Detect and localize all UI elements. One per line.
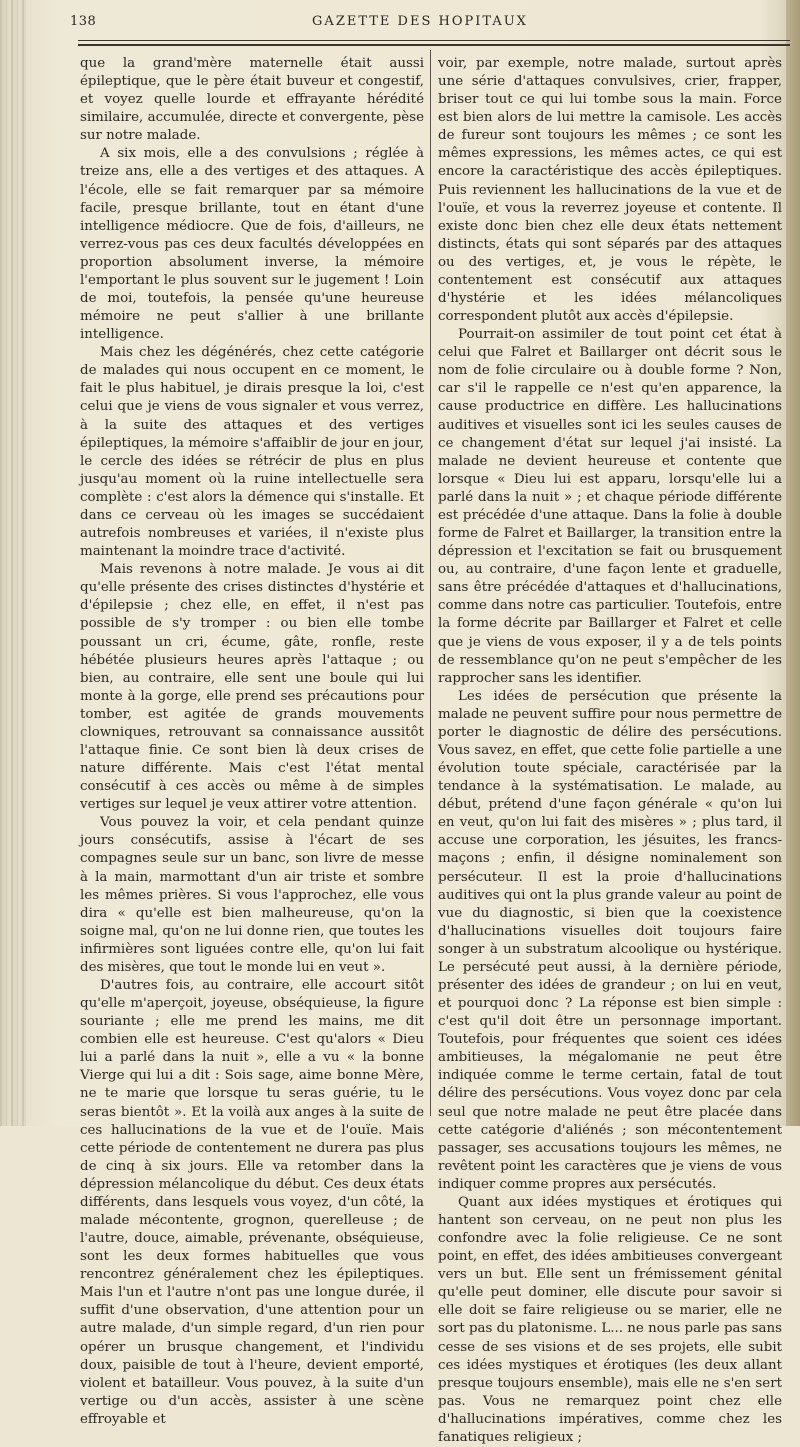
paragraph: Les idées de persécution que présente la malade ne peuvent suffire pour nous permettre de porter le diagnostic de délire des persécutions. Vous savez, en effet, que cette folie partielle a une évolution toute spéciale, caractérisée par la tendance à la systématisation. Le malade, au début, prétend d'une façon générale « qu'on lui en veut, qu'on lui fait des misères » ; plus tard, il accuse une corporation, les jésuites, les francs-maçons ; enfin, il désigne nominalement son persécuteur. Il est la proie d'hallucinations auditives qui ont la plus grande valeur au point de vue du diagnostic, si bien que la coexistence d'hallucinations visuelles doit toujours faire songer à un substratum alcoolique ou hystérique. Le persécuté peut aussi, à la dernière période, présenter des idées de grandeur ; on lui en veut, et pourquoi donc ? La réponse est bien simple : c'est qu'il doit être un personnage important. Toutefois, pour fréquentes que soient ces idées ambitieuses, la mégalomanie ne peut être indiquée comme le terme certain, fatal de tout délire des persécutions. Vous voyez donc par cela seul que notre malade ne peut être placée dans cette catégorie d'aliénés ; son mécontentement passager, ses accusations toujours les mêmes, ne revêtent point les caractères que je viens de vous indiquer comme propres aux persécutés.	[438, 688, 782, 1192]
paragraph: Mais chez les dégénérés, chez cette catégorie de malades qui nous occupent en ce moment, le fait le plus habituel, je dirais presque la loi, c'est celui que je viens de vous signaler et vous verrez, à la suite des attaques et des vertiges épileptiques, la mémoire s'affaiblir de jour en jour, le cercle des idées se rétrécir de plus en plus jusqu'au moment où la ruine intellectuelle sera complète : c'est alors la démence qui s'installe. Et dans ce cerveau où les images se succédaient autrefois nombreuses et variées, il n'existe plus maintenant la moindre trace d'activité.	[80, 345, 424, 560]
paragraph: voir, par exemple, notre malade, surtout après une série d'attaques convulsives, crier, frapper, briser tout ce qui lui tombe sous la main. Force est bien alors de lui mettre la camisole. Les accès de fureur sont toujours les mêmes ; ce sont les mêmes expressions, les mêmes actes, ce qui est encore la caractéristique des accès épileptiques. Puis reviennent les hallucinations de la vue et de l'ouïe, et vous la reverrez joyeuse et contente. Il existe donc bien chez elle deux états nettement distincts, états qui sont séparés par des attaques ou des vertiges, et, je vous le répète, le contentement est consécutif aux attaques d'hystérie et les idées mélancoliques correspondent plutôt aux accès d'épilepsie.	[438, 56, 782, 325]
paragraph: Vous pouvez la voir, et cela pendant quinze jours consécutifs, assise à l'écart de ses compagnes seule sur un banc, son livre de messe à la main, marmottant d'un air triste et sombre les mêmes prières. Si vous l'approchez, elle vous dira « qu'elle est bien malheureuse, qu'on la soigne mal, qu'on ne lui donne rien, que toutes les infirmières sont liguées contre elle, qu'on lui fait des misères, que tout le monde lui en veut ».	[80, 815, 424, 975]
paragraph: Quant aux idées mystiques et érotiques qui hantent son cerveau, on ne peut non plus les confondre avec la folie religieuse. Ce ne sont point, en effet, des idées ambitieuses convergeant vers un but. Elle sent un frémissement génital qu'elle peut dominer, elle discute pour savoir si elle doit se faire religieuse ou se marier, elle ne sort pas du platonisme. L... ne nous parle pas sans cesse de ses visions et de ses projets, elle subit ces idées mystiques et érotiques (les deux allant presque toujours ensemble), mais elle ne s'en sert pas. Vous ne remarquez point chez elle d'hallucinations impératives, comme chez les fanatiques religieux ;	[438, 1194, 782, 1445]
page-number: 138	[70, 14, 97, 29]
header-rule-thick	[78, 44, 790, 46]
paragraph: Mais revenons à notre malade. Je vous ai dit qu'elle présente des crises distinctes d'hystérie et d'épilepsie ; chez elle, en effet, il n'est pas possible de s'y tromper : ou bien elle tombe poussant un cri, écume, gâte, ronfle, reste hébétée plusieurs heures après l'attaque ; ou bien, au contraire, elle sent une boule qui lui monte à la gorge, elle prend ses précautions pour tomber, est agitée de grands mouvements clowniques, retrouvant sa connaissance aussitôt l'attaque finie. Ce sont bien là deux crises de nature différente. Mais c'est l'état mental consécutif à ces accès ou même à de simples vertiges sur lequel je veux attirer votre attention.	[80, 562, 424, 813]
running-header	[70, 14, 770, 36]
paragraph: A six mois, elle a des convulsions ; réglée à treize ans, elle a des vertiges et des attaques. A l'école, elle se fait remarquer par sa mémoire facile, presque brillante, tout en étant d'une intelligence médiocre. Que de fois, d'ailleurs, ne verrez-vous pas ces deux facultés développées en proportion absolument inverse, la mémoire l'emportant le plus souvent sur le jugement ! Loin de moi, toutefois, la pensée qu'une heureuse mémoire ne peut s'allier à une brillante intelligence.	[80, 146, 424, 343]
page-right-edge	[786, 0, 800, 1126]
header-rule-thin	[78, 40, 790, 41]
paragraph: que la grand'mère maternelle était aussi épileptique, que le père était buveur et congestif, et voyez quelle lourde et effrayante hérédité similaire, accumulée, directe et convergente, pèse sur notre malade.	[80, 56, 424, 144]
paragraph: Pourrait-on assimiler de tout point cet état à celui que Falret et Baillarger ont décrit sous le nom de folie circulaire ou à double forme ? Non, car s'il le rappelle ce n'est qu'en apparence, la cause productrice en diffère. Les hallucinations auditives et visuelles sont ici les seules causes de ce changement d'état sur lequel j'ai insisté. La malade ne devient heureuse et contente que lorsque « Dieu lui est apparu, lorsqu'elle lui a parlé dans la nuit » ; et chaque période différente est précédée d'une attaque. Dans la folie à double forme de Falret et Baillarger, la transition entre la dépression et l'excitation se fait ou brusquement ou, au contraire, d'une façon lente et graduelle, sans être précédée d'attaques et d'hallucinations, comme dans notre cas particulier. Toutefois, entre la forme décrite par Baillarger et Falret et celle que je viens de vous exposer, il y a de tels points de ressemblance qu'on ne peut s'empêcher de les rapprocher sans les identifier.	[438, 327, 782, 686]
left-column	[80, 55, 424, 1427]
right-column	[438, 55, 782, 1445]
journal-title: GAZETTE DES HOPITAUX	[312, 14, 528, 29]
column-divider	[430, 50, 431, 1116]
paragraph: D'autres fois, au contraire, elle accourt sitôt qu'elle m'aperçoit, joyeuse, obséquieuse, la figure souriante ; elle me prend les mains, me dit combien elle est heureuse. C'est qu'alors « Dieu lui a parlé dans la nuit », elle a vu « la bonne Vierge qui lui a dit : Sois sage, aime bonne Mère, ne te marie que lorsque tu seras guérie, tu le seras bientôt ». Et la voilà aux anges à la suite de ces hallucinations de la vue et de l'ouïe. Mais cette période de contentement ne durera pas plus de cinq à six jours. Elle va retomber dans la dépression mélancolique du début. Ces deux états différents, dans lesquels vous voyez, d'un côté, la malade mécontente, grognon, querelleuse ; de l'autre, douce, aimable, prévenante, obséquieuse, sont les deux formes habituelles que vous rencontrez généralement chez les épileptiques. Mais l'un et l'autre n'ont pas une longue durée, il suffit d'une observation, d'une attention pour un autre malade, d'un simple regard, d'un rien pour opérer un brusque changement, et l'individu doux, paisible de tout à l'heure, devient emporté, violent et batailleur. Vous pouvez, à la suite d'un vertige ou d'un accès, assister à une scène effroyable et	[80, 977, 424, 1427]
book-binding-edge	[0, 0, 26, 1126]
